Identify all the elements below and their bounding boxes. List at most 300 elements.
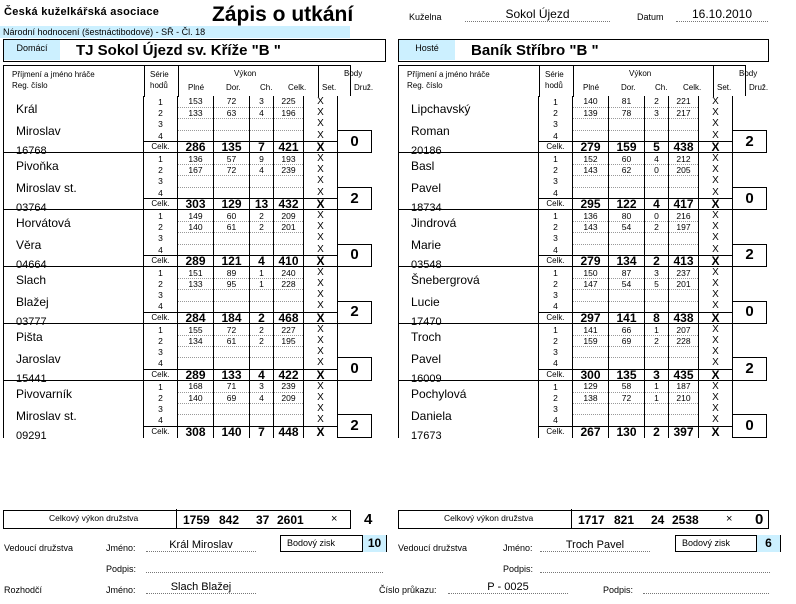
set-x-cell: X	[699, 301, 733, 312]
home-sign-label: Podpis:	[106, 564, 137, 574]
sum-cell: 438	[669, 142, 699, 153]
score-cell	[214, 233, 250, 244]
series-number: 3	[539, 119, 573, 130]
player-reg-number: 03548	[411, 259, 442, 272]
set-x-cell: X	[304, 347, 338, 358]
player-cell	[399, 324, 539, 386]
score-cell	[214, 290, 250, 301]
away-panel	[398, 65, 769, 443]
score-cell: 153	[178, 96, 214, 107]
score-cell: 159	[573, 335, 609, 346]
score-cell: 5	[645, 278, 669, 289]
player-cell	[4, 324, 144, 386]
score-cell: 54	[609, 278, 645, 289]
away-team-bar	[398, 39, 769, 62]
sum-cell: 133	[214, 369, 250, 380]
player-cell	[399, 96, 539, 157]
score-cell: 95	[214, 278, 250, 289]
score-cell: 2	[645, 335, 669, 346]
home-signature-field[interactable]	[146, 561, 383, 573]
empty-cell	[733, 267, 767, 278]
series-number: 1	[144, 153, 178, 164]
empty-cell	[338, 119, 372, 130]
score-cell: 72	[609, 392, 645, 403]
score-cell: 62	[609, 164, 645, 175]
sum-cell: 417	[669, 199, 699, 210]
home-players-table	[3, 95, 372, 443]
set-x-cell: X	[699, 404, 733, 415]
score-cell: 4	[250, 392, 274, 403]
set-x-cell: X	[699, 426, 733, 437]
score-cell	[274, 176, 304, 187]
set-x-cell: X	[699, 381, 733, 392]
away-leader-label: Vedoucí družstva	[398, 543, 468, 553]
player-reg-number: 18734	[411, 202, 442, 215]
series-number: 1	[539, 210, 573, 221]
player-cell	[4, 96, 144, 157]
set-x-cell: X	[304, 107, 338, 118]
set-x-cell: X	[304, 199, 338, 210]
score-cell	[609, 119, 645, 130]
player-points: 0	[338, 130, 372, 153]
score-cell	[178, 119, 214, 130]
empty-cell	[338, 404, 372, 415]
set-x-cell: X	[304, 267, 338, 278]
home-total-clear: 842	[219, 513, 240, 527]
empty-cell	[733, 221, 767, 232]
set-x-cell: X	[304, 404, 338, 415]
score-cell: 168	[178, 381, 214, 392]
score-cell	[178, 233, 214, 244]
set-x-cell: X	[699, 210, 733, 221]
sum-cell: 135	[214, 142, 250, 153]
player-first-name: Pavel	[411, 352, 442, 367]
score-cell: 2	[250, 335, 274, 346]
series-number: 1	[539, 96, 573, 107]
set-x-cell: X	[699, 130, 733, 141]
score-cell	[250, 233, 274, 244]
player-points: 0	[733, 187, 767, 210]
away-total-sum: 2538	[672, 513, 699, 527]
series-number: 3	[144, 233, 178, 244]
venue-label: Kuželna	[409, 12, 442, 22]
away-leader-name[interactable]: Troch Pavel	[540, 539, 650, 552]
score-cell: 217	[669, 107, 699, 118]
player-reg-number: 03777	[16, 316, 47, 329]
col-set: Set.	[322, 83, 337, 92]
score-cell: 147	[573, 278, 609, 289]
col-series: Série	[150, 70, 169, 79]
away-column-header	[398, 65, 769, 96]
away-sign-label: Podpis:	[503, 564, 534, 574]
player-first-name: Roman	[411, 124, 450, 138]
date-value[interactable]: 16.10.2010	[676, 7, 768, 22]
series-number: 4	[144, 130, 178, 141]
score-cell: 201	[669, 278, 699, 289]
player-cell	[4, 153, 144, 215]
score-cell: 134	[178, 335, 214, 346]
score-cell: 212	[669, 153, 699, 164]
score-cell	[250, 176, 274, 187]
score-cell: 3	[645, 267, 669, 278]
score-cell: 140	[573, 96, 609, 107]
score-cell	[609, 404, 645, 415]
score-cell: 4	[250, 164, 274, 175]
home-total-miss: 37	[256, 513, 270, 527]
sum-cell: 422	[274, 369, 304, 380]
away-total-miss: 24	[651, 513, 665, 527]
set-x-cell: X	[699, 392, 733, 403]
score-cell	[214, 119, 250, 130]
sum-cell: 135	[609, 369, 645, 380]
series-number: 1	[144, 324, 178, 335]
player-reg-number: 09291	[16, 430, 47, 443]
series-number: 2	[144, 392, 178, 403]
series-number: 4	[539, 244, 573, 255]
away-signature-field[interactable]	[540, 561, 770, 573]
away-bonus-value: 6	[756, 535, 780, 552]
score-cell	[214, 347, 250, 358]
set-x-cell: X	[699, 358, 733, 369]
series-number: 2	[144, 278, 178, 289]
score-cell: 197	[669, 221, 699, 232]
player-reg-number: 16009	[411, 373, 442, 386]
empty-cell	[338, 210, 372, 221]
score-cell: 2	[645, 221, 669, 232]
score-cell: 210	[669, 392, 699, 403]
sum-label: Celk.	[539, 255, 573, 266]
page-title: Zápis o utkání	[212, 3, 354, 26]
sum-cell: 284	[178, 312, 214, 323]
sum-cell: 267	[573, 426, 609, 437]
empty-cell	[338, 153, 372, 164]
set-x-cell: X	[699, 278, 733, 289]
series-number: 1	[144, 210, 178, 221]
set-x-cell: X	[699, 312, 733, 323]
sum-cell: 8	[645, 312, 669, 323]
empty-cell	[733, 404, 767, 415]
set-x-cell: X	[304, 176, 338, 187]
empty-cell	[733, 176, 767, 187]
series-number: 2	[539, 164, 573, 175]
score-cell: 89	[214, 267, 250, 278]
player-last-name: Pochylová	[411, 387, 467, 402]
player-reg-number: 20186	[411, 145, 442, 157]
sum-cell: 308	[178, 426, 214, 437]
sum-label: Celk.	[539, 142, 573, 153]
score-cell	[178, 290, 214, 301]
set-x-cell: X	[304, 210, 338, 221]
score-cell: 71	[214, 381, 250, 392]
player-cell	[399, 381, 539, 443]
league-rule: Národní hodnocení (šestnáctibodové) - SŘ - Čl. 18	[0, 26, 350, 38]
score-cell	[669, 233, 699, 244]
player-cell	[399, 267, 539, 329]
venue-value[interactable]: Sokol Újezd	[465, 7, 610, 22]
col-points: Body	[344, 69, 363, 78]
score-cell: 140	[178, 221, 214, 232]
sum-cell: 4	[250, 255, 274, 266]
score-cell: 2	[250, 324, 274, 335]
col-full: Plné	[583, 83, 600, 92]
series-number: 3	[144, 290, 178, 301]
table-row	[4, 381, 372, 392]
player-last-name: Slach	[16, 273, 47, 288]
away-total-label: Celkový výkon družstva	[444, 513, 534, 523]
player-points: 2	[338, 187, 372, 210]
player-reg-number: 17673	[411, 430, 442, 443]
player-cell	[399, 153, 539, 215]
col-perf: Výkon	[629, 69, 652, 78]
score-cell: 61	[214, 221, 250, 232]
score-cell: 81	[609, 96, 645, 107]
set-x-cell: X	[699, 347, 733, 358]
score-cell: 209	[274, 210, 304, 221]
sum-cell: 129	[214, 199, 250, 210]
score-cell: 72	[214, 96, 250, 107]
set-x-cell: X	[304, 187, 338, 198]
away-name-label: Jméno:	[503, 543, 533, 553]
score-cell	[250, 347, 274, 358]
score-cell	[250, 290, 274, 301]
col-reg: Reg. číslo	[407, 81, 443, 90]
score-cell: 152	[573, 153, 609, 164]
score-cell: 167	[178, 164, 214, 175]
home-bonus-box	[280, 535, 387, 552]
sum-label: Celk.	[144, 426, 178, 437]
player-points: 2	[733, 358, 767, 381]
card-number[interactable]: P - 0025	[448, 581, 568, 594]
score-cell: 205	[669, 164, 699, 175]
sum-cell: 438	[669, 312, 699, 323]
series-number: 2	[144, 107, 178, 118]
score-cell: 78	[609, 107, 645, 118]
score-cell: 3	[250, 96, 274, 107]
series-number: 3	[144, 119, 178, 130]
score-cell	[274, 290, 304, 301]
home-total-sum: 2601	[277, 513, 304, 527]
player-points: 2	[338, 301, 372, 324]
set-x-cell: X	[304, 255, 338, 266]
referee-label: Rozhodčí	[4, 585, 43, 595]
empty-cell	[733, 392, 767, 403]
player-reg-number: 16768	[16, 145, 47, 157]
sum-cell: 421	[274, 142, 304, 153]
set-x-cell: X	[699, 415, 733, 426]
empty-cell	[338, 221, 372, 232]
empty-cell	[733, 324, 767, 335]
sum-cell: 286	[178, 142, 214, 153]
score-cell	[214, 176, 250, 187]
player-points: 0	[733, 301, 767, 324]
set-x-cell: X	[304, 415, 338, 426]
set-x-cell: X	[304, 142, 338, 153]
empty-cell	[338, 107, 372, 118]
empty-cell	[338, 233, 372, 244]
association-name: Česká kuželkářská asociace	[4, 6, 160, 18]
sum-cell: 134	[609, 255, 645, 266]
sum-cell: 297	[573, 312, 609, 323]
set-x-cell: X	[304, 369, 338, 380]
empty-cell	[338, 164, 372, 175]
sum-cell: 300	[573, 369, 609, 380]
sum-cell: 289	[178, 369, 214, 380]
empty-cell	[338, 392, 372, 403]
sum-cell: 468	[274, 312, 304, 323]
set-x-cell: X	[304, 221, 338, 232]
set-x-cell: X	[304, 153, 338, 164]
sum-cell: 130	[609, 426, 645, 437]
score-cell: 60	[609, 153, 645, 164]
score-cell	[609, 290, 645, 301]
score-cell: 87	[609, 267, 645, 278]
score-cell	[573, 290, 609, 301]
score-cell	[645, 404, 669, 415]
player-first-name: Věra	[16, 238, 42, 253]
home-total-points: 4	[364, 511, 373, 528]
sum-cell: 279	[573, 142, 609, 153]
player-first-name: Miroslav st.	[16, 409, 77, 424]
score-cell: 58	[609, 381, 645, 392]
set-x-cell: X	[304, 119, 338, 130]
col-series2: hodů	[150, 81, 168, 90]
sum-cell: 279	[573, 255, 609, 266]
col-total: Celk.	[683, 83, 702, 92]
referee-signature-field[interactable]	[643, 582, 769, 594]
empty-cell	[338, 335, 372, 346]
home-team-name: TJ Sokol Újezd sv. Kříže "B "	[76, 42, 281, 59]
score-cell: 201	[274, 221, 304, 232]
sum-cell: 2	[250, 312, 274, 323]
away-total-x: ×	[726, 513, 733, 525]
player-first-name: Miroslav	[16, 124, 61, 138]
player-last-name: Král	[16, 102, 38, 116]
away-players-table	[398, 95, 767, 443]
score-cell	[274, 404, 304, 415]
series-number: 2	[539, 335, 573, 346]
player-reg-number: 15441	[16, 373, 47, 386]
empty-cell	[338, 278, 372, 289]
empty-cell	[338, 381, 372, 392]
table-row	[399, 324, 767, 335]
player-points: 2	[733, 130, 767, 153]
score-cell	[609, 176, 645, 187]
sum-cell: 435	[669, 369, 699, 380]
score-cell	[669, 119, 699, 130]
score-cell	[609, 233, 645, 244]
empty-cell	[338, 96, 372, 107]
score-cell: 136	[573, 210, 609, 221]
sum-label: Celk.	[539, 199, 573, 210]
score-cell: 151	[178, 267, 214, 278]
score-cell: 4	[250, 107, 274, 118]
series-number: 3	[539, 290, 573, 301]
sum-cell: 184	[214, 312, 250, 323]
sum-cell: 3	[645, 369, 669, 380]
score-cell	[274, 347, 304, 358]
home-total-row	[3, 510, 373, 529]
score-cell: 1	[250, 278, 274, 289]
player-first-name: Marie	[411, 238, 442, 253]
empty-cell	[733, 290, 767, 301]
set-x-cell: X	[699, 244, 733, 255]
player-cell	[4, 210, 144, 272]
date-label: Datum	[637, 12, 664, 22]
score-cell: 143	[573, 164, 609, 175]
score-cell: 3	[250, 381, 274, 392]
empty-cell	[733, 347, 767, 358]
set-x-cell: X	[304, 278, 338, 289]
score-cell: 2	[645, 96, 669, 107]
table-row	[4, 96, 372, 107]
score-cell	[250, 119, 274, 130]
col-miss: Ch.	[655, 83, 668, 92]
referee-name-label: Jméno:	[106, 585, 136, 595]
col-points: Body	[739, 69, 758, 78]
score-cell: 2	[250, 210, 274, 221]
series-number: 4	[144, 358, 178, 369]
player-points: 0	[338, 244, 372, 267]
series-number: 3	[539, 176, 573, 187]
set-x-cell: X	[699, 142, 733, 153]
player-first-name: Pavel	[411, 181, 442, 196]
series-number: 1	[144, 267, 178, 278]
set-x-cell: X	[699, 335, 733, 346]
player-points: 0	[733, 415, 767, 438]
away-total-full: 1717	[578, 513, 605, 527]
referee-name[interactable]: Slach Blažej	[146, 581, 256, 594]
sum-cell: 303	[178, 199, 214, 210]
sum-cell: 397	[669, 426, 699, 437]
empty-cell	[733, 381, 767, 392]
score-cell: 216	[669, 210, 699, 221]
score-cell	[178, 404, 214, 415]
player-cell	[4, 381, 144, 443]
score-cell	[573, 347, 609, 358]
table-row	[4, 324, 372, 335]
sum-cell: 413	[669, 255, 699, 266]
score-cell: 63	[214, 107, 250, 118]
sum-cell: 4	[645, 199, 669, 210]
col-miss: Ch.	[260, 83, 273, 92]
series-number: 3	[144, 347, 178, 358]
player-cell	[399, 210, 539, 272]
col-set: Set.	[717, 83, 732, 92]
empty-cell	[733, 335, 767, 346]
score-cell: 140	[178, 392, 214, 403]
score-cell	[669, 347, 699, 358]
empty-cell	[733, 119, 767, 130]
score-cell: 225	[274, 96, 304, 107]
player-reg-number: 03764	[16, 202, 47, 215]
home-leader-name[interactable]: Král Miroslav	[146, 539, 256, 552]
player-first-name: Miroslav st.	[16, 181, 77, 196]
empty-cell	[338, 176, 372, 187]
sum-cell: 448	[274, 426, 304, 437]
sum-cell: 122	[609, 199, 645, 210]
table-row	[399, 153, 767, 164]
set-x-cell: X	[304, 335, 338, 346]
series-number: 4	[144, 415, 178, 426]
col-clear: Dor.	[226, 83, 241, 92]
score-cell: 193	[274, 153, 304, 164]
score-cell: 4	[645, 153, 669, 164]
sum-cell: 140	[214, 426, 250, 437]
empty-cell	[733, 153, 767, 164]
series-number: 2	[144, 335, 178, 346]
player-last-name: Basl	[411, 159, 435, 174]
sum-cell: 2	[645, 255, 669, 266]
